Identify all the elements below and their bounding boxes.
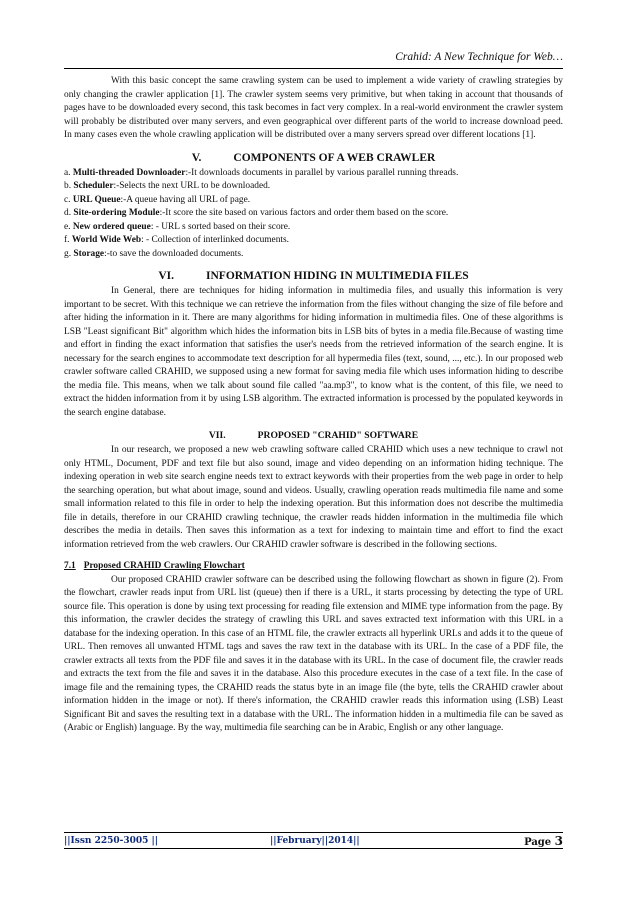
item-prefix: a. xyxy=(64,167,71,178)
item-desc: :-A queue having all URL of page. xyxy=(120,194,251,205)
list-item xyxy=(64,167,563,181)
list-item xyxy=(64,194,563,208)
page-content xyxy=(64,75,563,736)
subsection-7-1-number: 7.1 xyxy=(64,561,76,571)
section-7-heading xyxy=(64,429,563,443)
subsection-7-1-paragraph: Our proposed CRAHID crawler software can be described using the following flowchart as shown in figure (2). From the flowchart, crawler reads input from URL list (queue) then if there is a URL, it starts processing by detecting the type of URL source file. This operation is done by using text processing for reading file extension and MIME type information from the page. By this information, the crawler decides the strategy of crawling this URL and saves extracted text information with this URL in a database for the indexing operation. In this case of an HTML file, the crawler extracts all hyperlink URLs and adds it to the queue of URL. Then removes all unwanted HTML tags and saves the raw text in the database with its URL. In the case of a PDF file, the crawler extracts all texts from the PDF file and saves it in the database with its URL. In the case of document file, the crawler reads and extracts the text from the file and saves it in the database. Also this procedure executes in the case of a text file. In the case of image file and the remaining types, the CRAHID reads the status byte in an image file (the byte, tells the CRAHID crawler about information hidden in the image or not). If there's information, the CRAHID crawler reads this information using (LSB) Least Significant Bit and saves the resulting text in a database with the URL. The information hidden in a multimedia file can be saved as (Arabic or English) language. By the way, multimedia file searching can be in Arabic, English or any other language. xyxy=(64,574,563,733)
list-item xyxy=(64,207,563,221)
header-rule xyxy=(64,68,563,69)
item-prefix: b. xyxy=(64,181,72,191)
item-prefix: d. xyxy=(64,208,72,218)
running-head: Crahid: A New Technique for Web… xyxy=(395,51,563,63)
page-footer xyxy=(64,832,563,849)
item-desc: :-It score the site based on various factors and order them based on the score. xyxy=(159,208,449,218)
item-prefix: g. xyxy=(64,248,72,259)
section-7-paragraph: In our research, we proposed a new web crawling software called CRAHID which uses a new technique to crawl not only HTML, Document, PDF and text file but also sound, image and video depending on an information hiding technique. The indexing operation in web site search engine needs text to extract keywords with their properties from the web page in order to help the searching operation, but what about image, sound and videos. Usually, crawling operation reads multimedia file name and some small information related to this file in order to help the indexing operation. But this information does not describe the multimedia file in details, therefore in our CRAHID crawling technique, the crawler reads hidden information in the multimedia file which describes the media in details. Then saves this information as a text for indexing to maintain time and effort to find the exact information retrieved from the web crawlers. Our CRAHID crawler software is described in the following sections. xyxy=(64,445,563,550)
footer-page-label: Page xyxy=(524,836,555,848)
section-6-paragraph: In General, there are techniques for hiding information in multimedia files, and usually this information is very important to be secret. With this technique we can retrieve the information from the files without changing the size of file before and after hiding the information in it. There are many algorithms for hiding information in multimedia files. One of these algorithms is LSB "Least significant Bit" algorithm which hides the information bits in LSB bits of bytes in a media file.Because of wasting time and effort in finding the exact information that satisfies the user's needs from the retrieved information of the search engine. It is necessary for the search engines to accommodate text description for all hypermedia files (text, sound, ..., etc.). In our proposed web crawler software called CRAHID, we supposed using a new format for saving media file which uses information hiding to describe the media file. This means, when we talk about sound file called "aa.mp3", to know what is the content, of this file, we need to extract the hidden information from it by using LSB algorithm. The extracted information is processed by the populated keywords in the search engine database. xyxy=(64,286,563,418)
item-prefix: e. xyxy=(64,221,71,232)
list-item xyxy=(64,180,563,194)
intro-paragraph: With this basic concept the same crawling system can be used to implement a wide variety of crawling strategies by only changing the crawler application [1]. The crawler system seems very primitive, but when taking in account that thousands of pages have to be downloaded every second, this task becomes in fact very complex. In a real-world environment the crawler system will probably be distributed over many servers, and even geographical over different parts of the world to increase download peed. In many cases even the whole crawling application will be distributed over a many servers spread over different locations [1]. xyxy=(64,76,563,140)
subsection-7-1-heading xyxy=(64,560,563,574)
item-prefix: f. xyxy=(64,235,70,245)
item-term: World Wide Web xyxy=(71,235,142,245)
section-6-heading xyxy=(64,269,563,283)
item-term: URL Queue xyxy=(72,194,121,205)
item-desc: :-Selects the next URL to be downloaded. xyxy=(113,181,271,191)
list-item xyxy=(64,248,563,262)
section-6-title: INFORMATION HIDING IN MULTIMEDIA FILES xyxy=(206,270,469,282)
footer-issn: ||Issn 2250-3005 || xyxy=(64,835,159,846)
item-prefix: c. xyxy=(64,194,71,205)
footer-page-number: 3 xyxy=(554,833,563,848)
item-desc: :-It downloads documents in parallel by various parallel running threads. xyxy=(185,167,459,178)
list-item xyxy=(64,234,563,248)
subsection-7-1-title: Proposed CRAHID Crawling Flowchart xyxy=(83,561,245,571)
item-desc: : - URL s sorted based on their score. xyxy=(150,221,291,232)
section-7-title: PROPOSED "CRAHID" SOFTWARE xyxy=(257,430,419,441)
item-term: Site-ordering Module xyxy=(73,208,160,218)
section-5-heading xyxy=(64,151,563,165)
item-desc: :-to save the downloaded documents. xyxy=(104,248,244,259)
item-desc: : - Collection of interlinked documents. xyxy=(141,235,289,245)
list-item xyxy=(64,221,563,235)
footer-date: ||February||2014|| xyxy=(270,835,360,846)
section-6-number: VI. xyxy=(158,270,175,282)
components-list xyxy=(64,167,563,262)
footer-page xyxy=(470,834,563,848)
section-7-number: VII. xyxy=(208,430,226,441)
section-5-title: COMPONENTS OF A WEB CRAWLER xyxy=(233,151,436,164)
item-term: Scheduler xyxy=(73,181,114,191)
item-term: Multi-threaded Downloader xyxy=(72,167,186,178)
section-5-number: V. xyxy=(191,151,202,164)
item-term: Storage xyxy=(73,248,105,259)
item-term: New ordered queue xyxy=(72,221,151,232)
